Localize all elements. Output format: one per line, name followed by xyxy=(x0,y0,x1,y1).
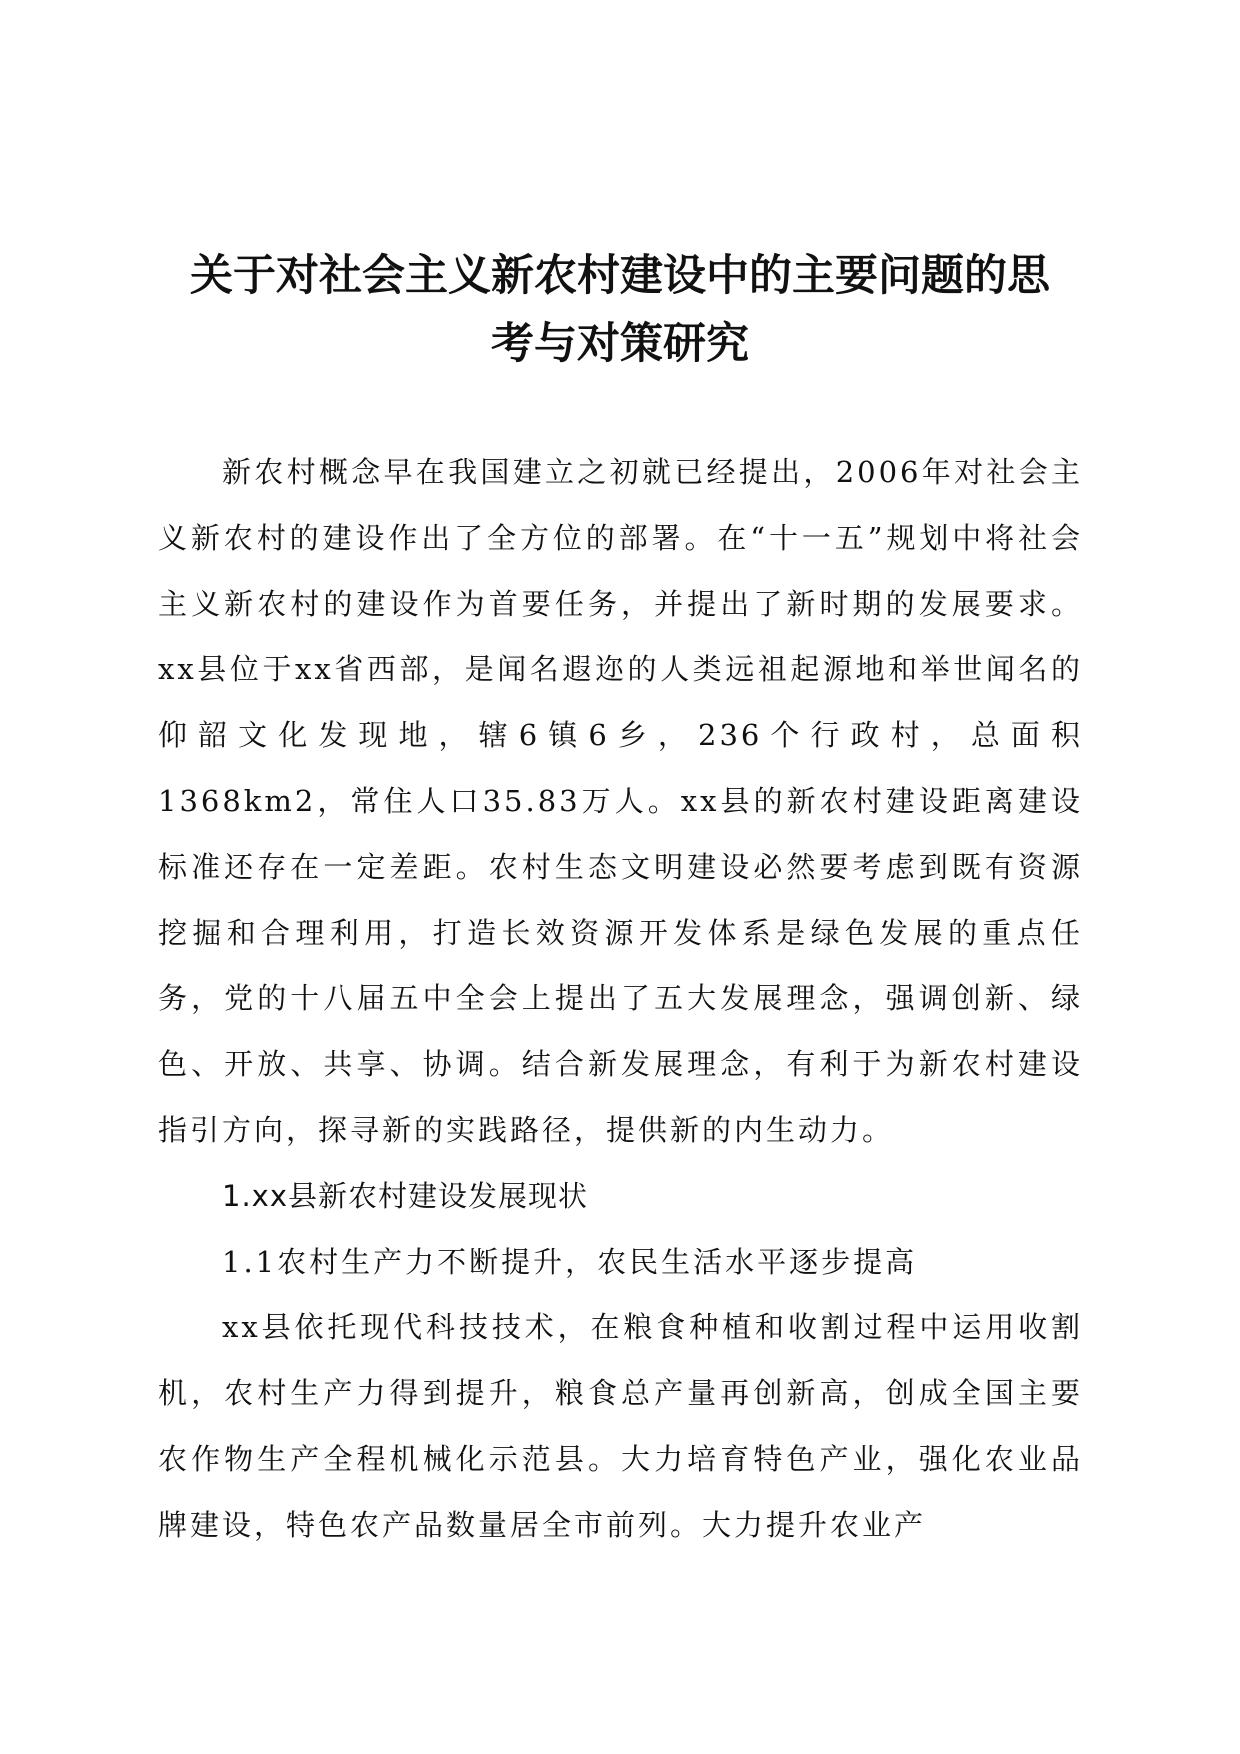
title-line-2: 考与对策研究 xyxy=(491,319,749,369)
section-heading: 1.xx县新农村建设发展现状 xyxy=(222,1178,588,1213)
section-paragraph: xx县依托现代科技技术，在粮食种植和收割过程中运用收割机，农村生产力得到提升，粮食总产量再创新高，创成全国主要农作物生产全程机械化示范县。大力培育特色产业，强化农业品牌建设，特色农产品数量居全市前列。大力提升农业产 xyxy=(158,1310,1083,1542)
document-body xyxy=(158,440,1083,1559)
subsection-heading: 1.1农村生产力不断提升，农民生活水平逐步提高 xyxy=(222,1244,918,1279)
intro-paragraph: 新农村概念早在我国建立之初就已经提出，2006年对社会主义新农村的建设作出了全方位的部署。在“十一五”规划中将社会主义新农村的建设作为首要任务，并提出了新时期的发展要求。xx县位于xx省西部，是闻名遐迩的人类远祖起源地和举世闻名的仰韶文化发现地，辖6镇6乡，236个行政村，总面积1368km2，常住人口35.83万人。xx县的新农村建设距离建设标准还存在一定差距。农村生态文明建设必然要考虑到既有资源挖掘和合理利用，打造长效资源开发体系是绿色发展的重点任务，党的十八届五中全会上提出了五大发展理念，强调创新、绿色、开放、共享、协调。结合新发展理念，有利于为新农村建设指引方向，探寻新的实践路径，提供新的内生动力。 xyxy=(158,455,1083,1147)
title-line-1: 关于对社会主义新农村建设中的主要问题的思 xyxy=(190,251,1050,301)
document-title xyxy=(150,242,1090,378)
